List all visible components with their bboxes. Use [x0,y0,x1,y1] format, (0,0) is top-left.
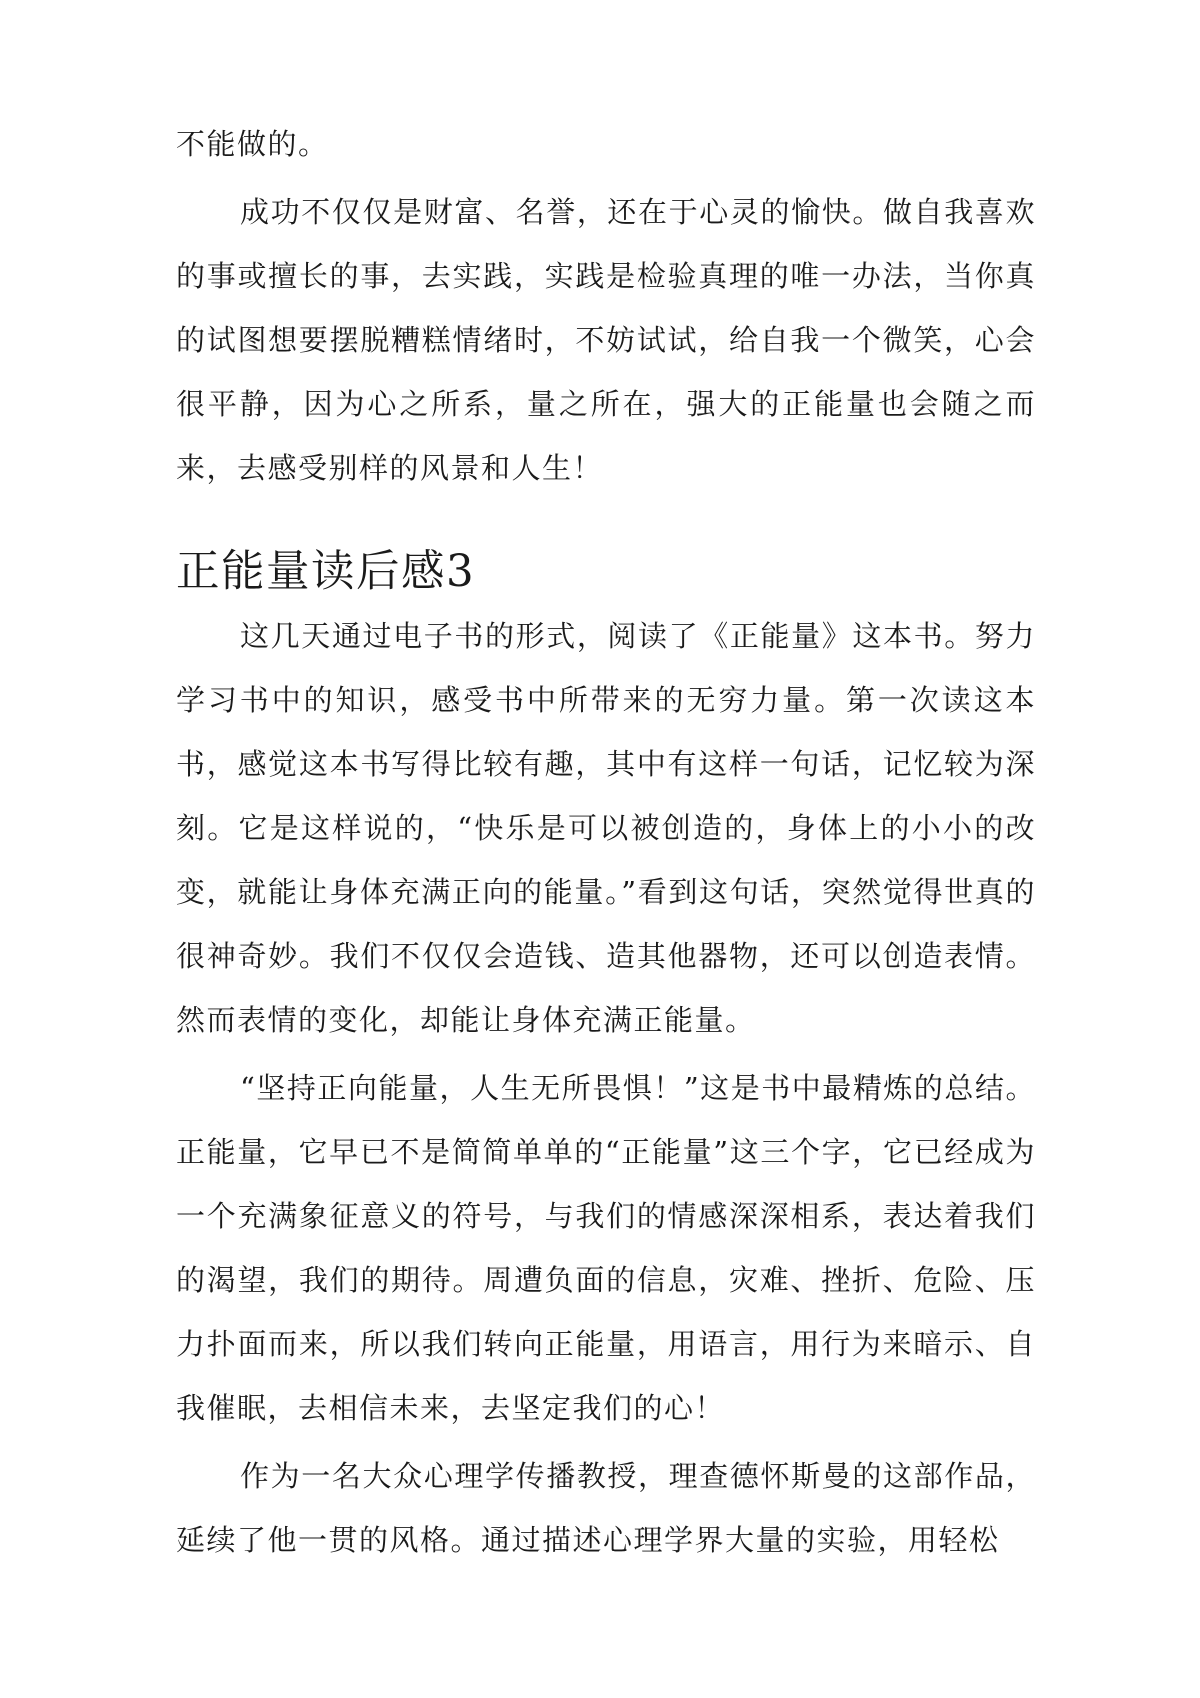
paragraph-author: 作为一名大众心理学传播教授，理查德怀斯曼的这部作品，延续了他一贯的风格。通过描述心理学界大量的实验，用轻松 [176,1459,1036,1557]
paragraph-success: 成功不仅仅是财富、名誉，还在于心灵的愉快。做自我喜欢的事或擅长的事，去实践，实践是检验真理的唯一办法，当你真的试图想要摆脱糟糕情绪时，不妨试试，给自我一个微笑，心会很平静，因为心之所系，量之所在，强大的正能量也会随之而来，去感受别样的风景和人生！ [176,195,1036,485]
paragraph-persist: “坚持正向能量，人生无所畏惧！”这是书中最精炼的总结。正能量，它早已不是简简单单的“正能量”这三个字，它已经成为一个充满象征意义的符号，与我们的情感深深相系，表达着我们的渴望，我们的期待。周遭负面的信息，灾难、挫折、危险、压力扑面而来，所以我们转向正能量，用语言，用行为来暗示、自我催眠，去相信未来，去坚定我们的心！ [176,1071,1036,1425]
continuation-text: 不能做的。 [176,127,329,161]
document-body [176,112,1036,1572]
section-spacer [176,500,1036,540]
paragraph-reading: 这几天通过电子书的形式，阅读了《正能量》这本书。努力学习书中的知识，感受书中所带来的无穷力量。第一次读这本书，感觉这本书写得比较有趣，其中有这样一句话，记忆较为深刻。它是这样说的，“快乐是可以被创造的，身体上的小小的改变，就能让身体充满正向的能量。”看到这句话，突然觉得世真的很神奇妙。我们不仅仅会造钱、造其他器物，还可以创造表情。然而表情的变化，却能让身体充满正能量。 [176,619,1036,1037]
section-title: 正能量读后感3 [176,547,476,597]
